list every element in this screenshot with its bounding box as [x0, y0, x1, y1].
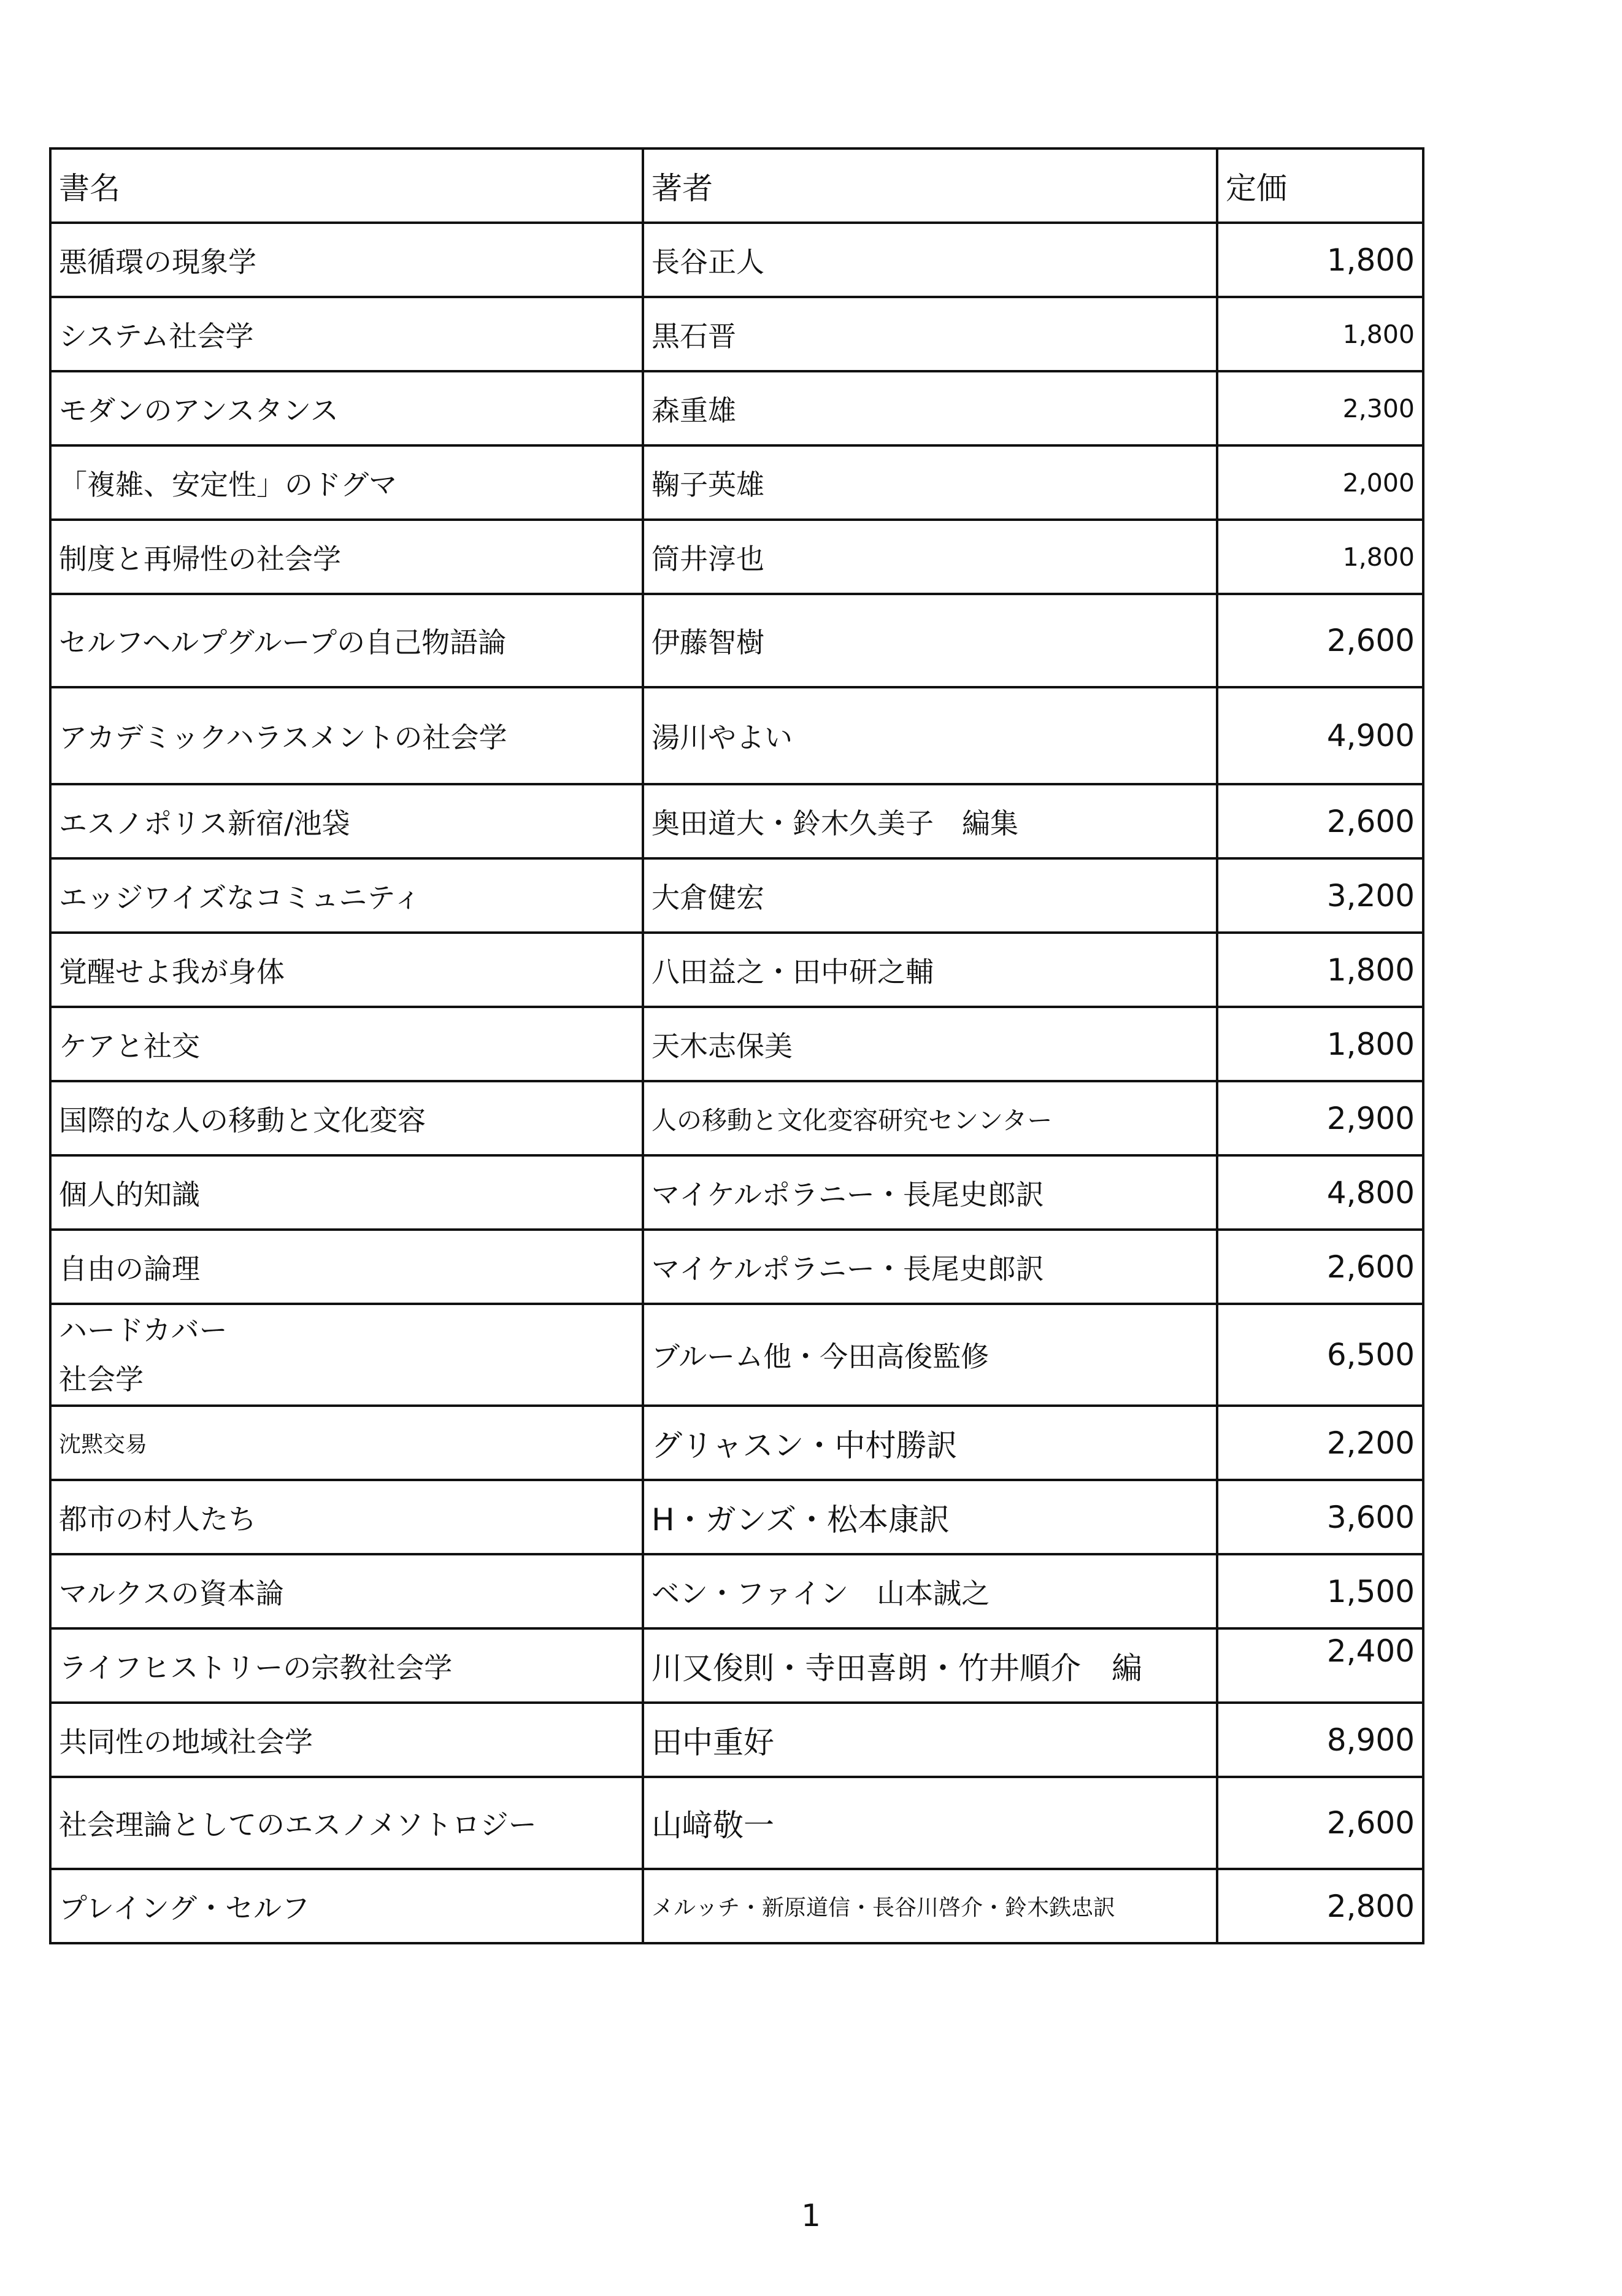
book-price: 6,500: [1217, 1304, 1423, 1406]
book-price: 1,500: [1217, 1554, 1423, 1628]
book-author: 山﨑敬一: [643, 1777, 1217, 1869]
table-row: [50, 1869, 1423, 1943]
book-author: 湯川やよい: [643, 687, 1217, 784]
book-author: マイケルポラニー・長尾史郎訳: [643, 1155, 1217, 1230]
book-price: 1,800: [1217, 520, 1423, 594]
table-row: [50, 297, 1423, 371]
table-row: [50, 1304, 1423, 1406]
book-price: 2,900: [1217, 1081, 1423, 1155]
book-title: セルフヘルプグループの自己物語論: [50, 594, 643, 687]
book-title: モダンのアンスタンス: [50, 371, 643, 445]
table-row: [50, 1703, 1423, 1777]
book-price: 1,800: [1217, 297, 1423, 371]
table-row: [50, 1155, 1423, 1230]
table-row: [50, 520, 1423, 594]
header-title: 書名: [50, 148, 643, 223]
book-author: グリャスン・中村勝訳: [643, 1406, 1217, 1480]
book-price: 2,600: [1217, 784, 1423, 858]
table-row: [50, 371, 1423, 445]
book-title: 「複雑、安定性」のドグマ: [50, 445, 643, 520]
book-title: エッジワイズなコミュニティ: [50, 858, 643, 933]
book-price: 2,000: [1217, 445, 1423, 520]
book-title: ライフヒストリーの宗教社会学: [50, 1628, 643, 1703]
book-price: 2,600: [1217, 1777, 1423, 1869]
book-author: 川又俊則・寺田喜朗・竹井順介 編: [643, 1628, 1217, 1703]
book-price: 2,800: [1217, 1869, 1423, 1943]
book-price: 2,300: [1217, 371, 1423, 445]
book-price: 8,900: [1217, 1703, 1423, 1777]
table-row: [50, 1628, 1423, 1703]
table-row: [50, 223, 1423, 297]
book-title: 都市の村人たち: [50, 1480, 643, 1554]
book-title: ケアと社交: [50, 1007, 643, 1081]
book-title: 個人的知識: [50, 1155, 643, 1230]
book-title: 共同性の地域社会学: [50, 1703, 643, 1777]
book-author: 長谷正人: [643, 223, 1217, 297]
book-title: 悪循環の現象学: [50, 223, 643, 297]
book-price: 4,800: [1217, 1155, 1423, 1230]
book-title: システム社会学: [50, 297, 643, 371]
book-title: 国際的な人の移動と文化変容: [50, 1081, 643, 1155]
book-price: 1,800: [1217, 1007, 1423, 1081]
book-price: 2,400: [1217, 1628, 1423, 1703]
book-title-line1: ハードカバー: [59, 1314, 228, 1347]
table-row: [50, 784, 1423, 858]
book-title: プレイング・セルフ: [50, 1869, 643, 1943]
book-author: マイケルポラニー・長尾史郎訳: [643, 1230, 1217, 1304]
table-row: [50, 933, 1423, 1007]
table-row: [50, 1406, 1423, 1480]
book-author: 人の移動と文化変容研究センンター: [643, 1081, 1217, 1155]
page-number: 1: [801, 2198, 821, 2233]
book-price: 2,200: [1217, 1406, 1423, 1480]
book-price: 1,800: [1217, 933, 1423, 1007]
book-author: ブルーム他・今田高俊監修: [643, 1304, 1217, 1406]
book-author: 森重雄: [643, 371, 1217, 445]
table-row: [50, 1081, 1423, 1155]
book-author: 鞠子英雄: [643, 445, 1217, 520]
book-author: ベン・ファイン 山本誠之: [643, 1554, 1217, 1628]
book-price: 2,600: [1217, 594, 1423, 687]
book-price-table: [49, 147, 1424, 1944]
table-row: [50, 1007, 1423, 1081]
table-row: [50, 445, 1423, 520]
book-price: 3,200: [1217, 858, 1423, 933]
book-title: 社会理論としてのエスノメソトロジー: [50, 1777, 643, 1869]
book-price: 3,600: [1217, 1480, 1423, 1554]
book-title: 沈黙交易: [50, 1406, 643, 1480]
header-price: 定価: [1217, 148, 1423, 223]
table-row: [50, 1480, 1423, 1554]
book-title: マルクスの資本論: [50, 1554, 643, 1628]
book-title: エスノポリス新宿/池袋: [50, 784, 643, 858]
book-title: 覚醒せよ我が身体: [50, 933, 643, 1007]
book-author: 奥田道大・鈴木久美子 編集: [643, 784, 1217, 858]
book-price: 2,600: [1217, 1230, 1423, 1304]
book-title: 制度と再帰性の社会学: [50, 520, 643, 594]
table-header-row: [50, 148, 1423, 223]
book-author: 黒石晋: [643, 297, 1217, 371]
book-price: 4,900: [1217, 687, 1423, 784]
table-row: [50, 1777, 1423, 1869]
book-author: 大倉健宏: [643, 858, 1217, 933]
book-price: 1,800: [1217, 223, 1423, 297]
book-title: [50, 1304, 643, 1406]
book-author: 伊藤智樹: [643, 594, 1217, 687]
book-author: 天木志保美: [643, 1007, 1217, 1081]
table-row: [50, 1554, 1423, 1628]
book-author: H・ガンズ・松本康訳: [643, 1480, 1217, 1554]
book-author: メルッチ・新原道信・長谷川啓介・鈴木鉄忠訳: [643, 1869, 1217, 1943]
book-title-line2: 社会学: [59, 1363, 144, 1396]
table-row: [50, 594, 1423, 687]
book-author: 八田益之・田中研之輔: [643, 933, 1217, 1007]
book-author: 田中重好: [643, 1703, 1217, 1777]
table-row: [50, 858, 1423, 933]
table-row: [50, 1230, 1423, 1304]
book-title: 自由の論理: [50, 1230, 643, 1304]
table-row: [50, 687, 1423, 784]
book-title: アカデミックハラスメントの社会学: [50, 687, 643, 784]
book-author: 筒井淳也: [643, 520, 1217, 594]
header-author: 著者: [643, 148, 1217, 223]
